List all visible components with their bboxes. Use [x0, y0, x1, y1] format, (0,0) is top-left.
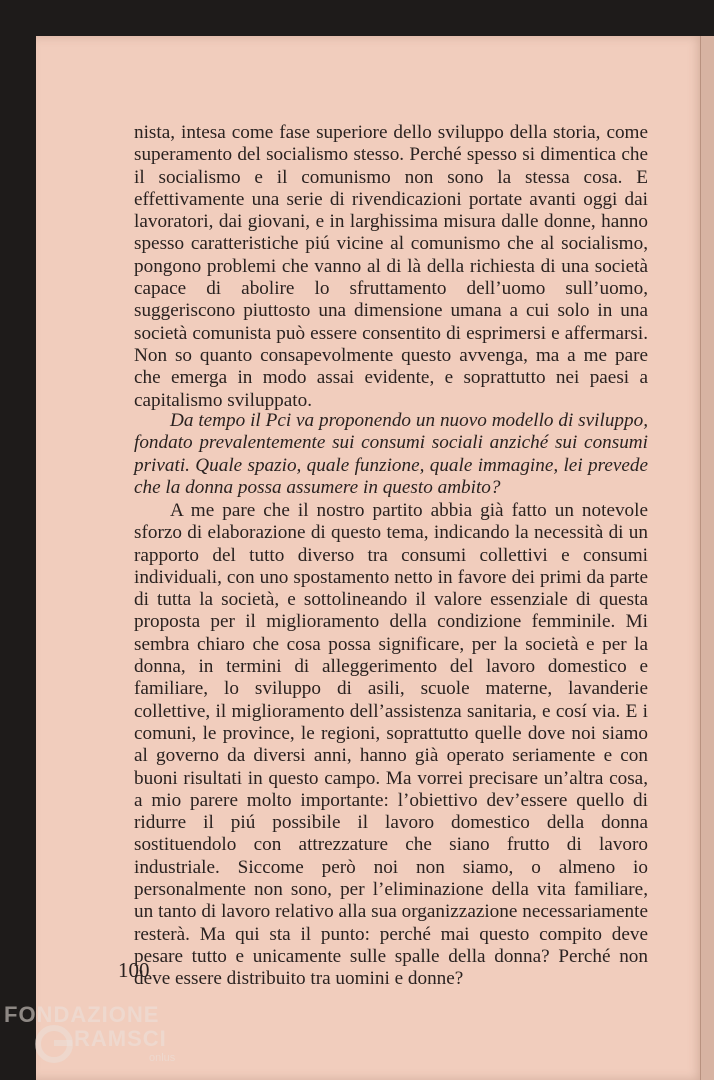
page-edge	[700, 36, 714, 1080]
watermark-line-3: onlus	[149, 1052, 176, 1064]
interview-answer: A me pare che il nostro partito abbia già fatto un notevole sforzo di elaborazione di questo tema, indicando la necessità di un rapporto del tutto diverso tra consumi collettivi e consumi individuali, con uno spostamento netto in favore dei primi da parte di tutta la società, e sottolineando il valore essenziale di questa proposta per il miglioramento della condizione femminile. Mi sembra chiaro che cosa possa significare, per la società e per la donna, in termini di alleggerimento del lavoro domestico e familiare, lo sviluppo di asili, scuole materne, lavanderie collettive, il miglioramento dell’assistenza sanitaria, e cosí via. E i comuni, le province, le regioni, soprattutto quelle dove noi siamo al governo da diversi anni, hanno già operato seriamente e con buoni risultati in questo campo. Ma vorrei precisare un’altra cosa, a mio parere molto importante: l’obiettivo dev’essere quello di ridurre il piú possibile il lavoro domestico della donna sostituendolo con attrezzature che siano frutto di lavoro industriale. Siccome però noi non siamo, o almeno io personalmente non sono, per l’eliminazione della vita familiare, un tanto di lavoro relativo alla sua organizzazione necessariamente resterà. Ma qui sta il punto: perché mai questo compito deve pesare tutto e unicamente sulle spalle della donna? Perché non deve essere distribuito tra uomini e donne?	[134, 500, 648, 990]
interview-question: Da tempo il Pci va proponendo un nuovo modello di sviluppo, fondato prevalentemente sui consumi sociali anziché sui consumi privati. Quale spazio, quale funzione, quale immagine, lei prevede che la donna possa assumere in questo ambito?	[134, 410, 648, 498]
watermark-line-1: FONDAZIONE	[4, 1002, 160, 1027]
archive-watermark	[4, 1000, 184, 1076]
watermark-line-2: RAMSCI	[74, 1026, 167, 1051]
watermark-g-logo-icon	[32, 1022, 76, 1066]
paragraph-continuation: nista, intesa come fase superiore dello sviluppo della storia, come superamento del socialismo stesso. Perché spesso si dimentica che il socialismo e il comunismo non sono la stessa cosa. E effettivamente una serie di rivendicazioni portate avanti oggi dai lavoratori, dai giovani, e in larghissima misura dalle donne, hanno spesso caratteristiche piú vicine al comunismo che al socialismo, pongono problemi che vanno al di là della richiesta di una società capace di abolire lo sfruttamento dell’uomo sull’uomo, suggeriscono piuttosto una dimensione umana a cui solo in una società comunista può essere consentito di esprimersi e affermarsi. Non so quanto consapevolmente questo avvenga, ma a me pare che emerga in modo assai evidente, e soprattutto nei paesi a capitalismo sviluppato.	[134, 122, 648, 411]
page-number: 100	[118, 958, 150, 982]
